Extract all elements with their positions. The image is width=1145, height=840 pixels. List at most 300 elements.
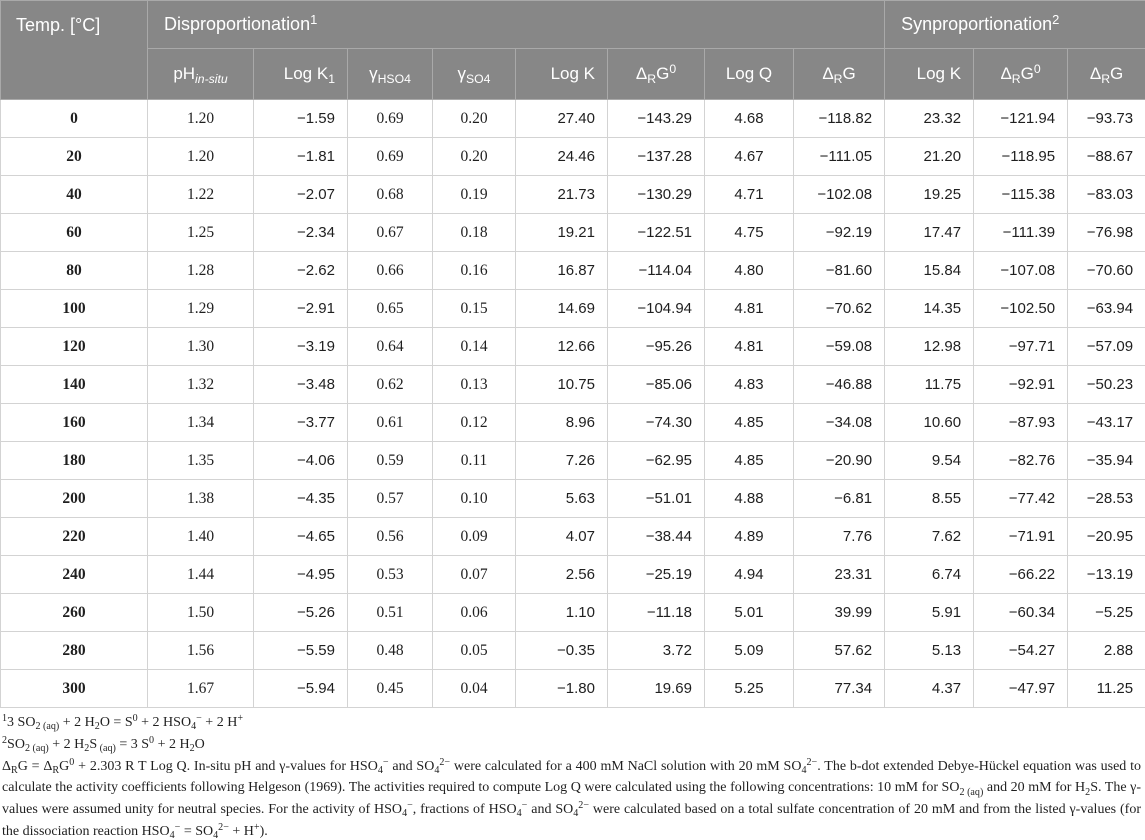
table-row <box>1 404 1145 442</box>
superscript-text: 0 <box>149 734 155 746</box>
text-run: Log Q <box>725 64 773 83</box>
cell-syn-delta-r-g0: −92.91 <box>974 366 1068 404</box>
header-delta-r-g0 <box>608 49 705 100</box>
cell-temp: 40 <box>1 176 148 214</box>
cell-delta-r-g0: −114.04 <box>608 252 705 290</box>
cell-gamma-so4: 0.15 <box>433 290 516 328</box>
cell-syn-delta-r-g0: −60.34 <box>974 594 1068 632</box>
cell-syn-log-k: 4.37 <box>885 670 974 708</box>
text-run: G <box>1020 64 1034 83</box>
cell-delta-r-g0: 19.69 <box>608 670 705 708</box>
subscript-text: R <box>833 71 843 86</box>
cell-temp: 220 <box>1 518 148 556</box>
cell-ph-in-situ: 1.67 <box>148 670 254 708</box>
cell-gamma-hso4: 0.69 <box>348 138 433 176</box>
cell-log-q: 4.81 <box>705 328 794 366</box>
text-run: 3 SO <box>7 715 36 730</box>
table-footnotes <box>2 713 1141 840</box>
cell-ph-in-situ: 1.30 <box>148 328 254 366</box>
cell-temp: 200 <box>1 480 148 518</box>
superscript-text: − <box>407 800 413 812</box>
text-run: + 2 H <box>48 736 85 752</box>
cell-delta-r-g0: −130.29 <box>608 176 705 214</box>
cell-delta-r-g: 39.99 <box>794 594 885 632</box>
header-row-columns <box>1 49 1145 100</box>
superscript-text: 0 <box>669 61 677 76</box>
cell-syn-delta-r-g0: −47.97 <box>974 670 1068 708</box>
cell-gamma-hso4: 0.53 <box>348 556 433 594</box>
cell-delta-r-g: 23.31 <box>794 556 885 594</box>
subscript-text: 2 (aq) <box>24 743 49 755</box>
cell-gamma-hso4: 0.59 <box>348 442 433 480</box>
cell-log-k1: −2.91 <box>254 290 348 328</box>
cell-syn-delta-r-g: −13.19 <box>1068 556 1145 594</box>
subscript-text: R <box>52 764 60 776</box>
footnote-reaction-1 <box>2 713 1141 735</box>
cell-log-q: 4.89 <box>705 518 794 556</box>
cell-ph-in-situ: 1.44 <box>148 556 254 594</box>
cell-log-k: 16.87 <box>516 252 608 290</box>
cell-syn-delta-r-g: 2.88 <box>1068 632 1145 670</box>
cell-syn-delta-r-g0: −66.22 <box>974 556 1068 594</box>
cell-temp: 260 <box>1 594 148 632</box>
cell-delta-r-g0: −11.18 <box>608 594 705 632</box>
cell-syn-log-k: 5.13 <box>885 632 974 670</box>
text-run: Δ <box>2 758 12 774</box>
table-row <box>1 100 1145 138</box>
cell-gamma-so4: 0.18 <box>433 214 516 252</box>
table-header <box>1 1 1145 100</box>
cell-syn-log-k: 21.20 <box>885 138 974 176</box>
text-run: Δ <box>635 64 648 83</box>
cell-delta-r-g: −118.82 <box>794 100 885 138</box>
text-run: Δ <box>822 64 834 83</box>
text-run: O <box>194 736 205 752</box>
cell-log-k: −1.80 <box>516 670 608 708</box>
text-run: S <box>89 736 98 752</box>
cell-log-k: 24.46 <box>516 138 608 176</box>
cell-gamma-so4: 0.16 <box>433 252 516 290</box>
cell-delta-r-g: 77.34 <box>794 670 885 708</box>
text-run: SO <box>7 736 25 752</box>
cell-log-k1: −4.35 <box>254 480 348 518</box>
cell-log-k1: −3.48 <box>254 366 348 404</box>
text-run: G <box>656 64 670 83</box>
cell-log-k1: −4.65 <box>254 518 348 556</box>
cell-delta-r-g: −102.08 <box>794 176 885 214</box>
cell-syn-log-k: 11.75 <box>885 366 974 404</box>
cell-gamma-hso4: 0.66 <box>348 252 433 290</box>
cell-delta-r-g0: 3.72 <box>608 632 705 670</box>
cell-delta-r-g0: −122.51 <box>608 214 705 252</box>
cell-log-k: 12.66 <box>516 328 608 366</box>
cell-log-q: 4.85 <box>705 442 794 480</box>
cell-log-k: 19.21 <box>516 214 608 252</box>
cell-delta-r-g: −92.19 <box>794 214 885 252</box>
cell-log-k: 8.96 <box>516 404 608 442</box>
subscript-text: 4 <box>377 764 383 776</box>
cell-log-q: 4.71 <box>705 176 794 214</box>
cell-log-k: 5.63 <box>516 480 608 518</box>
cell-delta-r-g: −20.90 <box>794 442 885 480</box>
cell-syn-delta-r-g: −88.67 <box>1068 138 1145 176</box>
cell-gamma-hso4: 0.48 <box>348 632 433 670</box>
cell-syn-delta-r-g: −93.73 <box>1068 100 1145 138</box>
cell-log-k1: −2.34 <box>254 214 348 252</box>
superscript-text: 0 <box>1033 61 1041 76</box>
superscript-text: 2− <box>439 756 451 768</box>
footnote-reaction-2 <box>2 735 1141 757</box>
cell-gamma-hso4: 0.68 <box>348 176 433 214</box>
cell-ph-in-situ: 1.29 <box>148 290 254 328</box>
text-run: + 2 HSO <box>137 715 192 730</box>
text-run: Δ <box>1089 64 1102 83</box>
text-run: ). <box>259 823 268 839</box>
cell-log-q: 4.68 <box>705 100 794 138</box>
superscript-text: − <box>196 712 202 724</box>
subscript-text: SO4 <box>466 71 491 86</box>
cell-gamma-so4: 0.09 <box>433 518 516 556</box>
header-delta-r-g <box>794 49 885 100</box>
cell-delta-r-g: −111.05 <box>794 138 885 176</box>
table-row <box>1 328 1145 366</box>
cell-log-q: 5.01 <box>705 594 794 632</box>
subscript-text: 4 <box>434 764 440 776</box>
cell-temp: 120 <box>1 328 148 366</box>
cell-gamma-so4: 0.05 <box>433 632 516 670</box>
cell-log-k: 1.10 <box>516 594 608 632</box>
text-run: + 2.303 R T Log Q. In-situ pH and γ-values for HSO <box>74 758 378 774</box>
cell-delta-r-g: −6.81 <box>794 480 885 518</box>
superscript-text: 1 <box>310 11 318 27</box>
cell-temp: 60 <box>1 214 148 252</box>
subscript-text: 2 <box>94 721 100 733</box>
cell-syn-delta-r-g0: −115.38 <box>974 176 1068 214</box>
subscript-text: 2 <box>84 743 90 755</box>
cell-log-k: 4.07 <box>516 518 608 556</box>
subscript-text: 4 <box>573 808 579 820</box>
text-run: Log K <box>916 64 962 83</box>
header-log-k <box>516 49 608 100</box>
cell-delta-r-g0: −143.29 <box>608 100 705 138</box>
text-run: , fractions of HSO <box>412 802 517 818</box>
cell-syn-log-k: 8.55 <box>885 480 974 518</box>
cell-ph-in-situ: 1.40 <box>148 518 254 556</box>
cell-log-q: 5.25 <box>705 670 794 708</box>
table-body <box>1 100 1145 708</box>
cell-delta-r-g0: −95.26 <box>608 328 705 366</box>
cell-syn-log-k: 17.47 <box>885 214 974 252</box>
table-row <box>1 290 1145 328</box>
cell-ph-in-situ: 1.56 <box>148 632 254 670</box>
text-run: pH <box>173 64 196 83</box>
subscript-text: 2 <box>189 743 195 755</box>
cell-delta-r-g0: −137.28 <box>608 138 705 176</box>
cell-delta-r-g0: −85.06 <box>608 366 705 404</box>
table-row <box>1 366 1145 404</box>
cell-syn-delta-r-g: 11.25 <box>1068 670 1145 708</box>
cell-gamma-so4: 0.06 <box>433 594 516 632</box>
cell-gamma-hso4: 0.61 <box>348 404 433 442</box>
cell-log-k1: −3.77 <box>254 404 348 442</box>
cell-gamma-so4: 0.07 <box>433 556 516 594</box>
table-row <box>1 594 1145 632</box>
header-row-groups <box>1 1 1145 49</box>
cell-gamma-hso4: 0.56 <box>348 518 433 556</box>
subscript-text: 4 <box>801 764 807 776</box>
text-run: = SO <box>180 823 214 839</box>
subscript-text: 4 <box>516 808 522 820</box>
cell-temp: 180 <box>1 442 148 480</box>
cell-log-q: 4.94 <box>705 556 794 594</box>
subscript-text: 4 <box>191 721 197 733</box>
cell-temp: 80 <box>1 252 148 290</box>
cell-syn-delta-r-g: −83.03 <box>1068 176 1145 214</box>
cell-syn-delta-r-g0: −107.08 <box>974 252 1068 290</box>
subscript-text: (aq) <box>97 743 116 755</box>
cell-syn-delta-r-g0: −102.50 <box>974 290 1068 328</box>
cell-syn-log-k: 23.32 <box>885 100 974 138</box>
text-run: and SO <box>388 758 435 774</box>
text-run: + H <box>228 823 254 839</box>
cell-syn-delta-r-g0: −71.91 <box>974 518 1068 556</box>
cell-temp: 20 <box>1 138 148 176</box>
subscript-text: R <box>11 764 18 776</box>
header-temp: Temp. [°C] <box>1 1 148 100</box>
cell-delta-r-g: 7.76 <box>794 518 885 556</box>
cell-log-q: 4.80 <box>705 252 794 290</box>
subscript-text: in-situ <box>195 71 228 86</box>
cell-delta-r-g0: −104.94 <box>608 290 705 328</box>
cell-gamma-hso4: 0.67 <box>348 214 433 252</box>
cell-log-k1: −2.62 <box>254 252 348 290</box>
header-group-synproportionation <box>885 1 1145 49</box>
text-run: G = Δ <box>17 758 53 774</box>
text-run: were calculated based on a total sulfate concentration of 20 mM and from the listed γ-values (for the dissociation reaction HSO <box>2 802 1141 839</box>
superscript-text: 2 <box>2 734 8 746</box>
cell-syn-delta-r-g: −5.25 <box>1068 594 1145 632</box>
cell-syn-delta-r-g: −57.09 <box>1068 328 1145 366</box>
cell-delta-r-g: −81.60 <box>794 252 885 290</box>
text-run: Disproportionation <box>164 14 311 34</box>
table-row <box>1 556 1145 594</box>
cell-log-k1: −3.19 <box>254 328 348 366</box>
cell-delta-r-g: −59.08 <box>794 328 885 366</box>
cell-ph-in-situ: 1.20 <box>148 138 254 176</box>
header-ph-in-situ <box>148 49 254 100</box>
superscript-text: 2− <box>578 800 590 812</box>
subscript-text: R <box>1011 71 1021 86</box>
text-run: + 2 H <box>154 736 190 752</box>
cell-log-q: 4.75 <box>705 214 794 252</box>
subscript-text: 2 (aq) <box>35 721 60 733</box>
cell-ph-in-situ: 1.50 <box>148 594 254 632</box>
superscript-text: 1 <box>2 712 8 724</box>
cell-log-k1: −4.06 <box>254 442 348 480</box>
text-run: + 2 H <box>201 715 238 730</box>
cell-temp: 0 <box>1 100 148 138</box>
cell-gamma-hso4: 0.57 <box>348 480 433 518</box>
table-row <box>1 480 1145 518</box>
cell-syn-log-k: 14.35 <box>885 290 974 328</box>
text-run: γ <box>369 64 378 83</box>
cell-log-k: 7.26 <box>516 442 608 480</box>
cell-syn-delta-r-g: −35.94 <box>1068 442 1145 480</box>
cell-gamma-so4: 0.12 <box>433 404 516 442</box>
cell-gamma-so4: 0.14 <box>433 328 516 366</box>
cell-delta-r-g0: −38.44 <box>608 518 705 556</box>
cell-log-k1: −1.81 <box>254 138 348 176</box>
cell-gamma-hso4: 0.69 <box>348 100 433 138</box>
cell-temp: 240 <box>1 556 148 594</box>
header-syn-delta-r-g0 <box>974 49 1068 100</box>
cell-delta-r-g: 57.62 <box>794 632 885 670</box>
cell-syn-delta-r-g: −50.23 <box>1068 366 1145 404</box>
cell-gamma-so4: 0.04 <box>433 670 516 708</box>
cell-syn-delta-r-g: −76.98 <box>1068 214 1145 252</box>
cell-log-k1: −5.94 <box>254 670 348 708</box>
cell-ph-in-situ: 1.22 <box>148 176 254 214</box>
text-run: S. The γ-values were assumed unity for neutral species. For the activity of HSO <box>2 780 1141 818</box>
text-run: G <box>59 758 70 774</box>
cell-gamma-so4: 0.20 <box>433 100 516 138</box>
text-run: and SO <box>527 802 574 818</box>
header-log-k1 <box>254 49 348 100</box>
header-group-disproportionation <box>148 1 885 49</box>
text-run: were calculated for a 400 mM NaCl solution with 20 mM SO <box>450 758 802 774</box>
cell-delta-r-g0: −74.30 <box>608 404 705 442</box>
cell-syn-log-k: 5.91 <box>885 594 974 632</box>
subscript-text: 4 <box>169 830 175 840</box>
footnote-notes <box>2 757 1141 840</box>
cell-ph-in-situ: 1.38 <box>148 480 254 518</box>
subscript-text: 2 (aq) <box>959 786 984 798</box>
cell-delta-r-g0: −51.01 <box>608 480 705 518</box>
cell-ph-in-situ: 1.25 <box>148 214 254 252</box>
cell-ph-in-situ: 1.34 <box>148 404 254 442</box>
text-run: . The b-dot extended Debye-Hückel equation was used to calculate the activity coefficients following Helgeson (1969). The activities required to compute Log Q were calculated using the following concentrations: 10 mM for SO <box>2 758 1142 796</box>
cell-temp: 160 <box>1 404 148 442</box>
superscript-text: − <box>174 821 181 833</box>
cell-log-q: 4.81 <box>705 290 794 328</box>
text-run: and 20 mM for H <box>983 780 1086 796</box>
table-row <box>1 176 1145 214</box>
header-gamma-hso4 <box>348 49 433 100</box>
cell-log-q: 4.83 <box>705 366 794 404</box>
subscript-text: R <box>1101 71 1111 86</box>
cell-gamma-hso4: 0.62 <box>348 366 433 404</box>
header-gamma-so4 <box>433 49 516 100</box>
superscript-text: 0 <box>69 756 75 768</box>
cell-log-k: 10.75 <box>516 366 608 404</box>
cell-log-k1: −5.59 <box>254 632 348 670</box>
cell-log-k: −0.35 <box>516 632 608 670</box>
table-row <box>1 632 1145 670</box>
subscript-text: HSO4 <box>377 71 411 86</box>
superscript-text: 0 <box>132 712 138 724</box>
text-run: = 3 S <box>115 736 150 752</box>
cell-syn-log-k: 15.84 <box>885 252 974 290</box>
cell-log-q: 4.88 <box>705 480 794 518</box>
table-row <box>1 214 1145 252</box>
cell-log-k: 14.69 <box>516 290 608 328</box>
text-run: Log K <box>283 64 329 83</box>
cell-log-q: 5.09 <box>705 632 794 670</box>
cell-syn-delta-r-g: −63.94 <box>1068 290 1145 328</box>
cell-log-k: 2.56 <box>516 556 608 594</box>
superscript-text: − <box>521 800 528 812</box>
cell-syn-delta-r-g0: −97.71 <box>974 328 1068 366</box>
subscript-text: 4 <box>213 830 219 840</box>
text-run: G <box>1110 64 1124 83</box>
table-row <box>1 518 1145 556</box>
cell-gamma-so4: 0.19 <box>433 176 516 214</box>
subscript-text: 4 <box>402 808 408 820</box>
text-run: G <box>842 64 856 83</box>
cell-delta-r-g: −34.08 <box>794 404 885 442</box>
cell-log-k1: −2.07 <box>254 176 348 214</box>
cell-syn-delta-r-g0: −118.95 <box>974 138 1068 176</box>
cell-delta-r-g0: −62.95 <box>608 442 705 480</box>
text-run: γ <box>457 64 466 83</box>
cell-syn-delta-r-g0: −54.27 <box>974 632 1068 670</box>
cell-ph-in-situ: 1.28 <box>148 252 254 290</box>
cell-gamma-so4: 0.11 <box>433 442 516 480</box>
subscript-text: R <box>647 71 657 86</box>
superscript-text: + <box>237 712 243 724</box>
cell-gamma-so4: 0.20 <box>433 138 516 176</box>
cell-log-k: 21.73 <box>516 176 608 214</box>
text-run: + 2 H <box>59 715 95 730</box>
cell-syn-log-k: 19.25 <box>885 176 974 214</box>
cell-temp: 300 <box>1 670 148 708</box>
cell-syn-delta-r-g: −43.17 <box>1068 404 1145 442</box>
cell-gamma-so4: 0.13 <box>433 366 516 404</box>
cell-log-k: 27.40 <box>516 100 608 138</box>
cell-temp: 100 <box>1 290 148 328</box>
cell-syn-delta-r-g: −70.60 <box>1068 252 1145 290</box>
cell-log-q: 4.67 <box>705 138 794 176</box>
table-row <box>1 252 1145 290</box>
cell-gamma-so4: 0.10 <box>433 480 516 518</box>
text-run: Log K <box>550 64 595 83</box>
cell-ph-in-situ: 1.35 <box>148 442 254 480</box>
text-run: Δ <box>1000 64 1012 83</box>
text-run: Synproportionation <box>901 14 1053 34</box>
cell-gamma-hso4: 0.64 <box>348 328 433 366</box>
cell-temp: 280 <box>1 632 148 670</box>
header-log-q <box>705 49 794 100</box>
superscript-text: 2− <box>806 756 818 768</box>
cell-syn-log-k: 7.62 <box>885 518 974 556</box>
cell-log-k1: −5.26 <box>254 594 348 632</box>
cell-syn-delta-r-g0: −87.93 <box>974 404 1068 442</box>
cell-delta-r-g: −46.88 <box>794 366 885 404</box>
superscript-text: − <box>382 756 389 768</box>
cell-temp: 140 <box>1 366 148 404</box>
table-row <box>1 138 1145 176</box>
header-syn-log-k <box>885 49 974 100</box>
cell-syn-delta-r-g0: −77.42 <box>974 480 1068 518</box>
cell-syn-log-k: 6.74 <box>885 556 974 594</box>
subscript-text: 2 <box>1085 786 1091 798</box>
cell-gamma-hso4: 0.51 <box>348 594 433 632</box>
superscript-text: + <box>253 821 260 833</box>
cell-gamma-hso4: 0.65 <box>348 290 433 328</box>
cell-log-q: 4.85 <box>705 404 794 442</box>
cell-delta-r-g0: −25.19 <box>608 556 705 594</box>
superscript-text: 2 <box>1052 11 1060 27</box>
